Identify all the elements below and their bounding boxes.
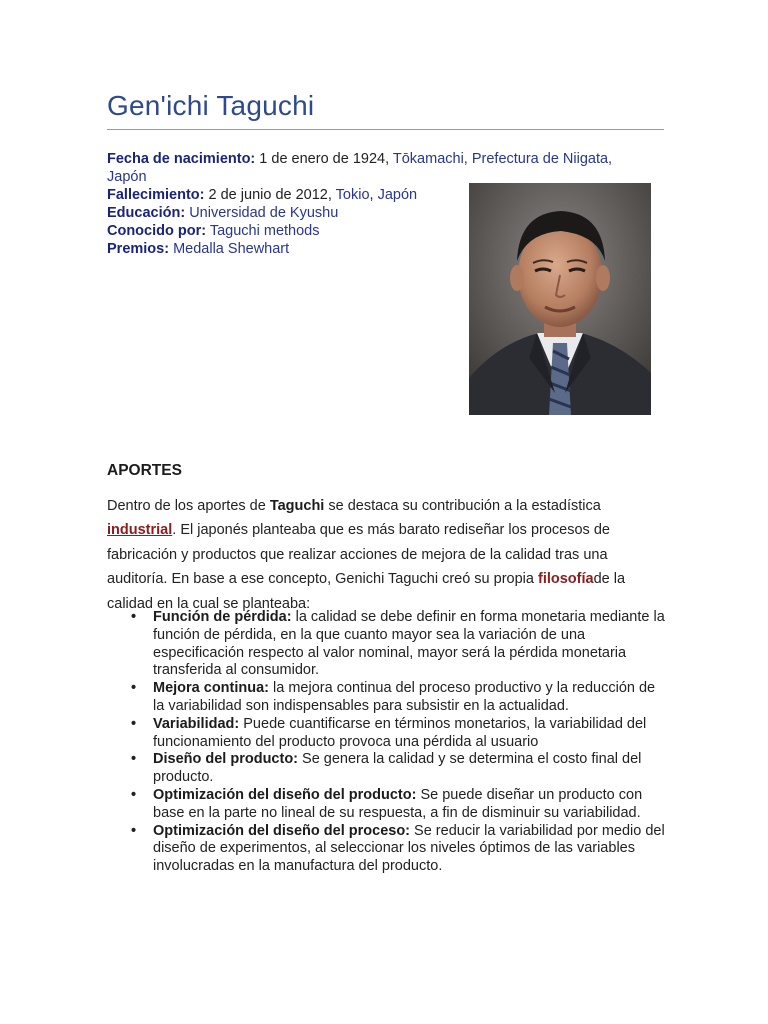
aportes-list: [107, 609, 665, 876]
section-heading-aportes: APORTES: [107, 462, 182, 479]
intro-taguchi: Taguchi: [269, 498, 325, 514]
aportes-intro: [107, 494, 667, 616]
list-item: [107, 609, 665, 680]
list-item: [107, 787, 665, 823]
list-item-text: Se reducir la variabilidad por medio del diseño de experimentos, al seleccionar los niveles óptimos de las variables involucradas en la manufactura del producto.: [153, 822, 665, 875]
birth-date: 1 de enero de 1924,: [255, 151, 393, 167]
death-country-link[interactable]: Japón: [377, 187, 418, 203]
birth-place-link[interactable]: Tōkamachi, Prefectura de Niigata, Japón: [107, 151, 613, 185]
known-for-label: Conocido por:: [107, 223, 207, 239]
birth-row: [107, 150, 647, 186]
bullet-icon: •: [131, 609, 137, 625]
list-item-term: Optimización del diseño del producto:: [153, 786, 417, 803]
filosofia-link[interactable]: filosofía: [537, 571, 594, 588]
death-date: 2 de junio de 2012,: [204, 187, 336, 203]
bullet-icon: •: [131, 751, 137, 768]
known-for-link[interactable]: Taguchi methods: [209, 223, 320, 239]
education-label: Educación:: [107, 205, 186, 221]
list-item-text: Puede cuantificarse en términos monetarios, la variabilidad del funcionamiento del producto provoca una pérdida al usuario: [153, 715, 647, 750]
list-item-text: Se puede diseñar un producto con base en la parte no lineal de su respuesta, a fin de disminuir su variabilidad.: [153, 786, 643, 821]
intro-text-3: . El japonés planteaba que es más barato rediseñar los procesos de fabricación y productos que realizar acciones de mejora de la calidad tras una auditoría. En base a ese concepto, Genichi Taguchi creó su propia: [107, 522, 610, 588]
bullet-icon: •: [131, 786, 137, 803]
awards-link[interactable]: Medalla Shewhart: [173, 241, 290, 257]
birth-label: Fecha de nacimiento:: [107, 151, 256, 167]
list-item-term: Mejora continua:: [153, 680, 270, 697]
list-item-text: la calidad se debe definir en forma monetaria mediante la función de pérdida, en la que cuanto mayor sea la variación de una especificación respecto al valor nominal, mayor será la pérdida monetaria transferida al consumidor.: [153, 609, 665, 679]
list-item-text: Se genera la calidad y se determina el costo final del producto.: [153, 751, 642, 786]
death-city-link[interactable]: Tokio: [335, 187, 370, 203]
industrial-link[interactable]: industrial: [107, 522, 173, 539]
death-separator: ,: [369, 187, 378, 203]
list-item: [107, 751, 665, 787]
education-link[interactable]: Universidad de Kyushu: [189, 205, 339, 221]
portrait-illustration: [469, 183, 651, 415]
list-item: [107, 823, 665, 876]
page-title: Gen'ichi Taguchi: [107, 90, 315, 121]
list-item-term: Diseño del producto:: [153, 751, 298, 768]
list-item: [107, 680, 665, 716]
list-item-text: la mejora continua del proceso productivo y la reducción de la variabilidad son indispensables para subsistir en la actualidad.: [153, 680, 656, 714]
bullet-icon: •: [131, 822, 137, 839]
intro-text-4: de la calidad en la cual se planteaba:: [107, 571, 626, 612]
awards-label: Premios:: [107, 241, 170, 257]
list-item-term: Variabilidad:: [153, 715, 240, 732]
intro-text-1: Dentro de los aportes de: [107, 498, 270, 514]
bullet-icon: •: [131, 715, 137, 732]
intro-text-2: se destaca su contribución a la estadística: [324, 498, 601, 514]
portrait-photo: [469, 183, 651, 415]
list-item: [107, 716, 665, 752]
list-item-term: Optimización del diseño del proceso:: [153, 822, 411, 839]
death-label: Fallecimiento:: [107, 187, 205, 203]
list-item-term: Función de pérdida:: [153, 609, 292, 625]
bullet-icon: •: [131, 680, 137, 697]
title-divider: [107, 129, 664, 130]
